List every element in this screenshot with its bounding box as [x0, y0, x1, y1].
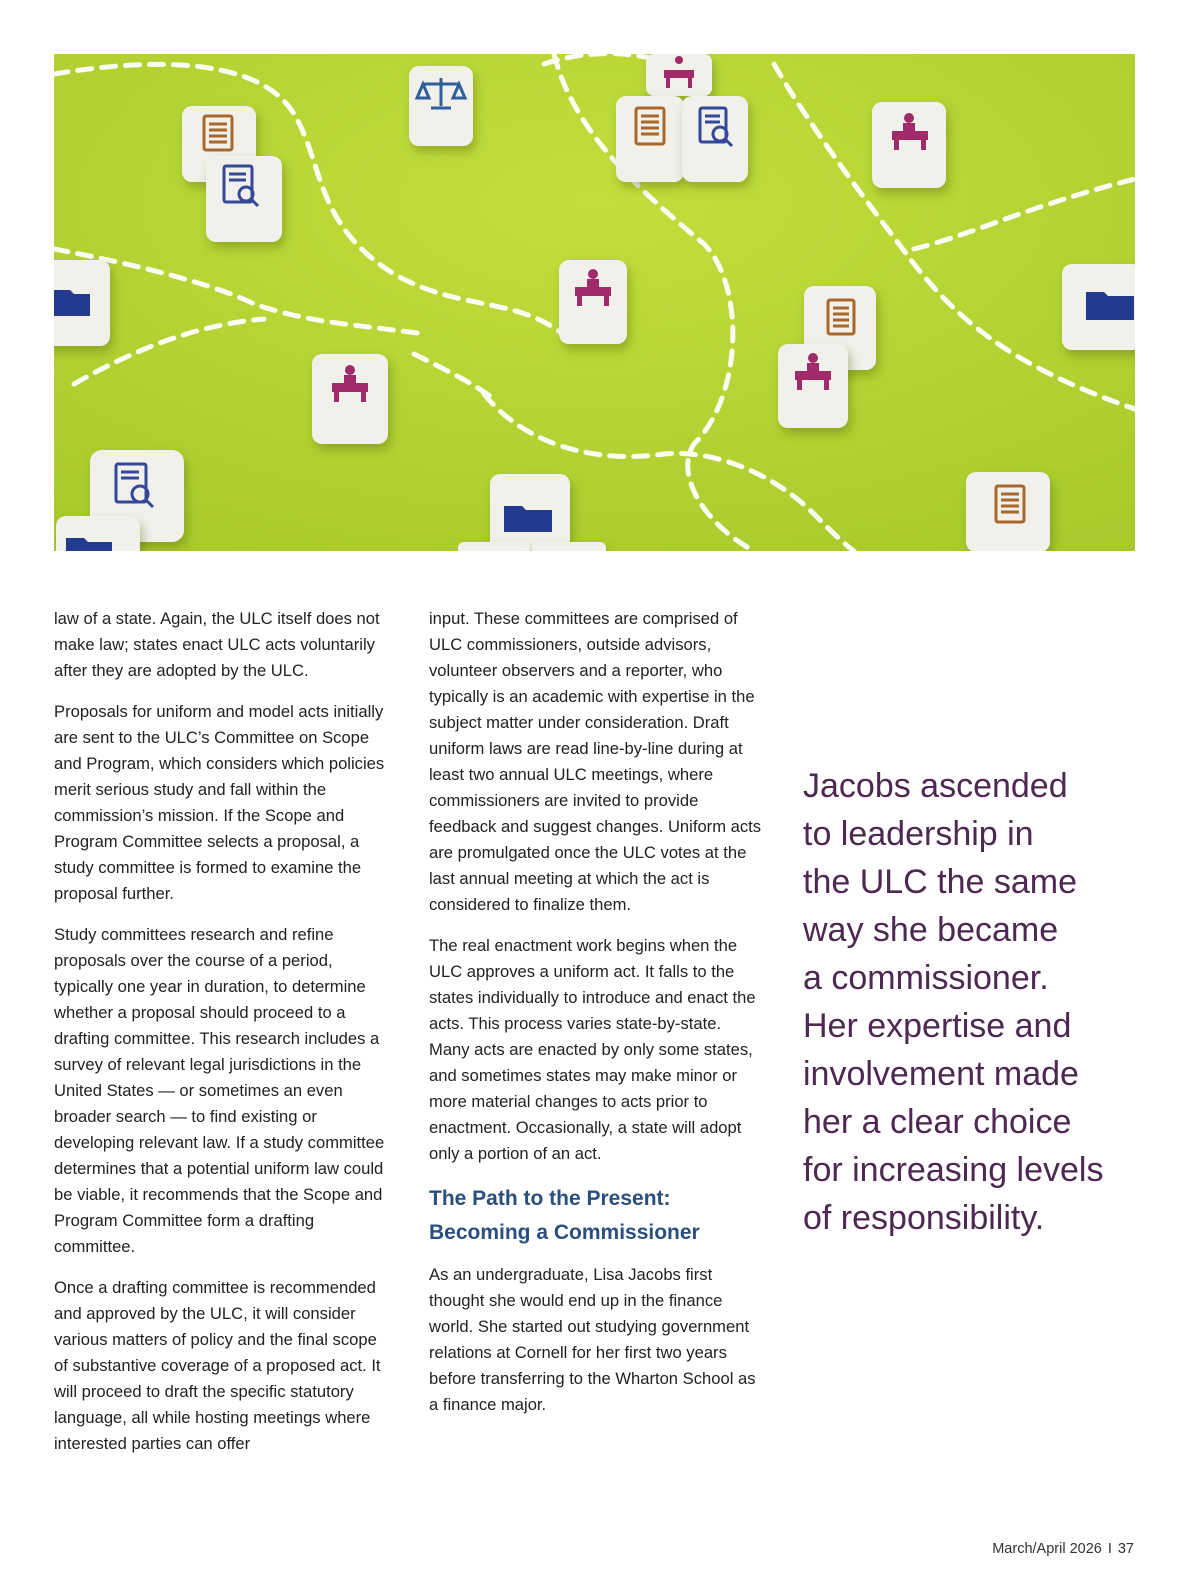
article-column-1 — [54, 606, 390, 1472]
pull-quote-line: involvement made — [803, 1055, 1079, 1093]
body-paragraph: The real enactment work begins when the ULC approves a uniform act. It falls to the states individually to introduce and enact the acts. This process varies state-by-state. Many acts are enacted by only some states, and sometimes states may make minor or more material changes to acts prior to enactment. Occasionally, a state will adopt only a portion of an act. — [429, 936, 756, 1163]
pull-quote-line: to leadership in — [803, 815, 1034, 853]
pull-quote-line: for increasing levels — [803, 1151, 1104, 1189]
pull-quote-line: the ULC the same — [803, 863, 1078, 901]
body-paragraph: law of a state. Again, the ULC itself does not make law; states enact ULC acts voluntarily after they are adopted by the ULC. — [54, 609, 380, 680]
body-paragraph: As an undergraduate, Lisa Jacobs first thought she would end up in the finance world. She started out studying government relations at Cornell for her first two years before transferring to the Wharton School as a finance major. — [429, 1265, 756, 1414]
body-paragraph: input. These committees are comprised of ULC commissioners, outside advisors, volunteer observers and a reporter, who typically is an academic with expertise in the subject matter under consideration. Draft uniform laws are read line-by-line during at least two annual ULC meetings, where commissioners are invited to provide feedback and suggest changes. Uniform acts are promulgated once the ULC votes at the last annual meeting at which the act is considered to finalize them. — [429, 609, 762, 914]
pull-quote-line: Her expertise and — [803, 1007, 1072, 1045]
section-subheading — [429, 1182, 765, 1250]
page-folio — [992, 1541, 1134, 1557]
pull-quote-line: way she became — [803, 911, 1059, 949]
body-paragraph: Proposals for uniform and model acts initially are sent to the ULC’s Committee on Scope and Program, which considers which policies merit serious study and fall within the commission’s mission. If the Scope and Program Committee selects a proposal, a study committee is formed to examine the proposal further. — [54, 702, 385, 903]
legal-icons-dice-illustration — [54, 54, 1135, 551]
pull-quote-line: a commissioner. — [803, 959, 1049, 997]
page-number: 37 — [1117, 1541, 1134, 1557]
article-column-2 — [429, 606, 765, 1433]
pull-quote — [803, 762, 1143, 1242]
subheading-line: The Path to the Present: — [429, 1187, 671, 1210]
hero-image — [54, 54, 1135, 551]
pull-quote-line: of responsibility. — [803, 1199, 1045, 1237]
subheading-line: Becoming a Commissioner — [429, 1221, 700, 1244]
pull-quote-line: Jacobs ascended — [803, 767, 1068, 805]
issue-date: March/April 2026 — [992, 1541, 1102, 1557]
folio-separator: I — [1107, 1541, 1112, 1557]
pull-quote-line: her a clear choice — [803, 1103, 1072, 1141]
body-paragraph: Once a drafting committee is recommended and approved by the ULC, it will consider various matters of policy and the final scope of substantive coverage of a proposed act. It will proceed to draft the specific statutory language, all while hosting meetings where interested parties can offer — [54, 1278, 381, 1453]
body-paragraph: Study committees research and refine proposals over the course of a period, typically one year in duration, to determine whether a proposal should proceed to a drafting committee. This research includes a survey of relevant legal jurisdictions in the United States — or sometimes an even broader search — to find existing or developing relevant law. If a study committee determines that a potential uniform law could be viable, it recommends that the Scope and Program Committee form a drafting committee. — [54, 925, 385, 1256]
folder-icon — [1086, 292, 1134, 320]
